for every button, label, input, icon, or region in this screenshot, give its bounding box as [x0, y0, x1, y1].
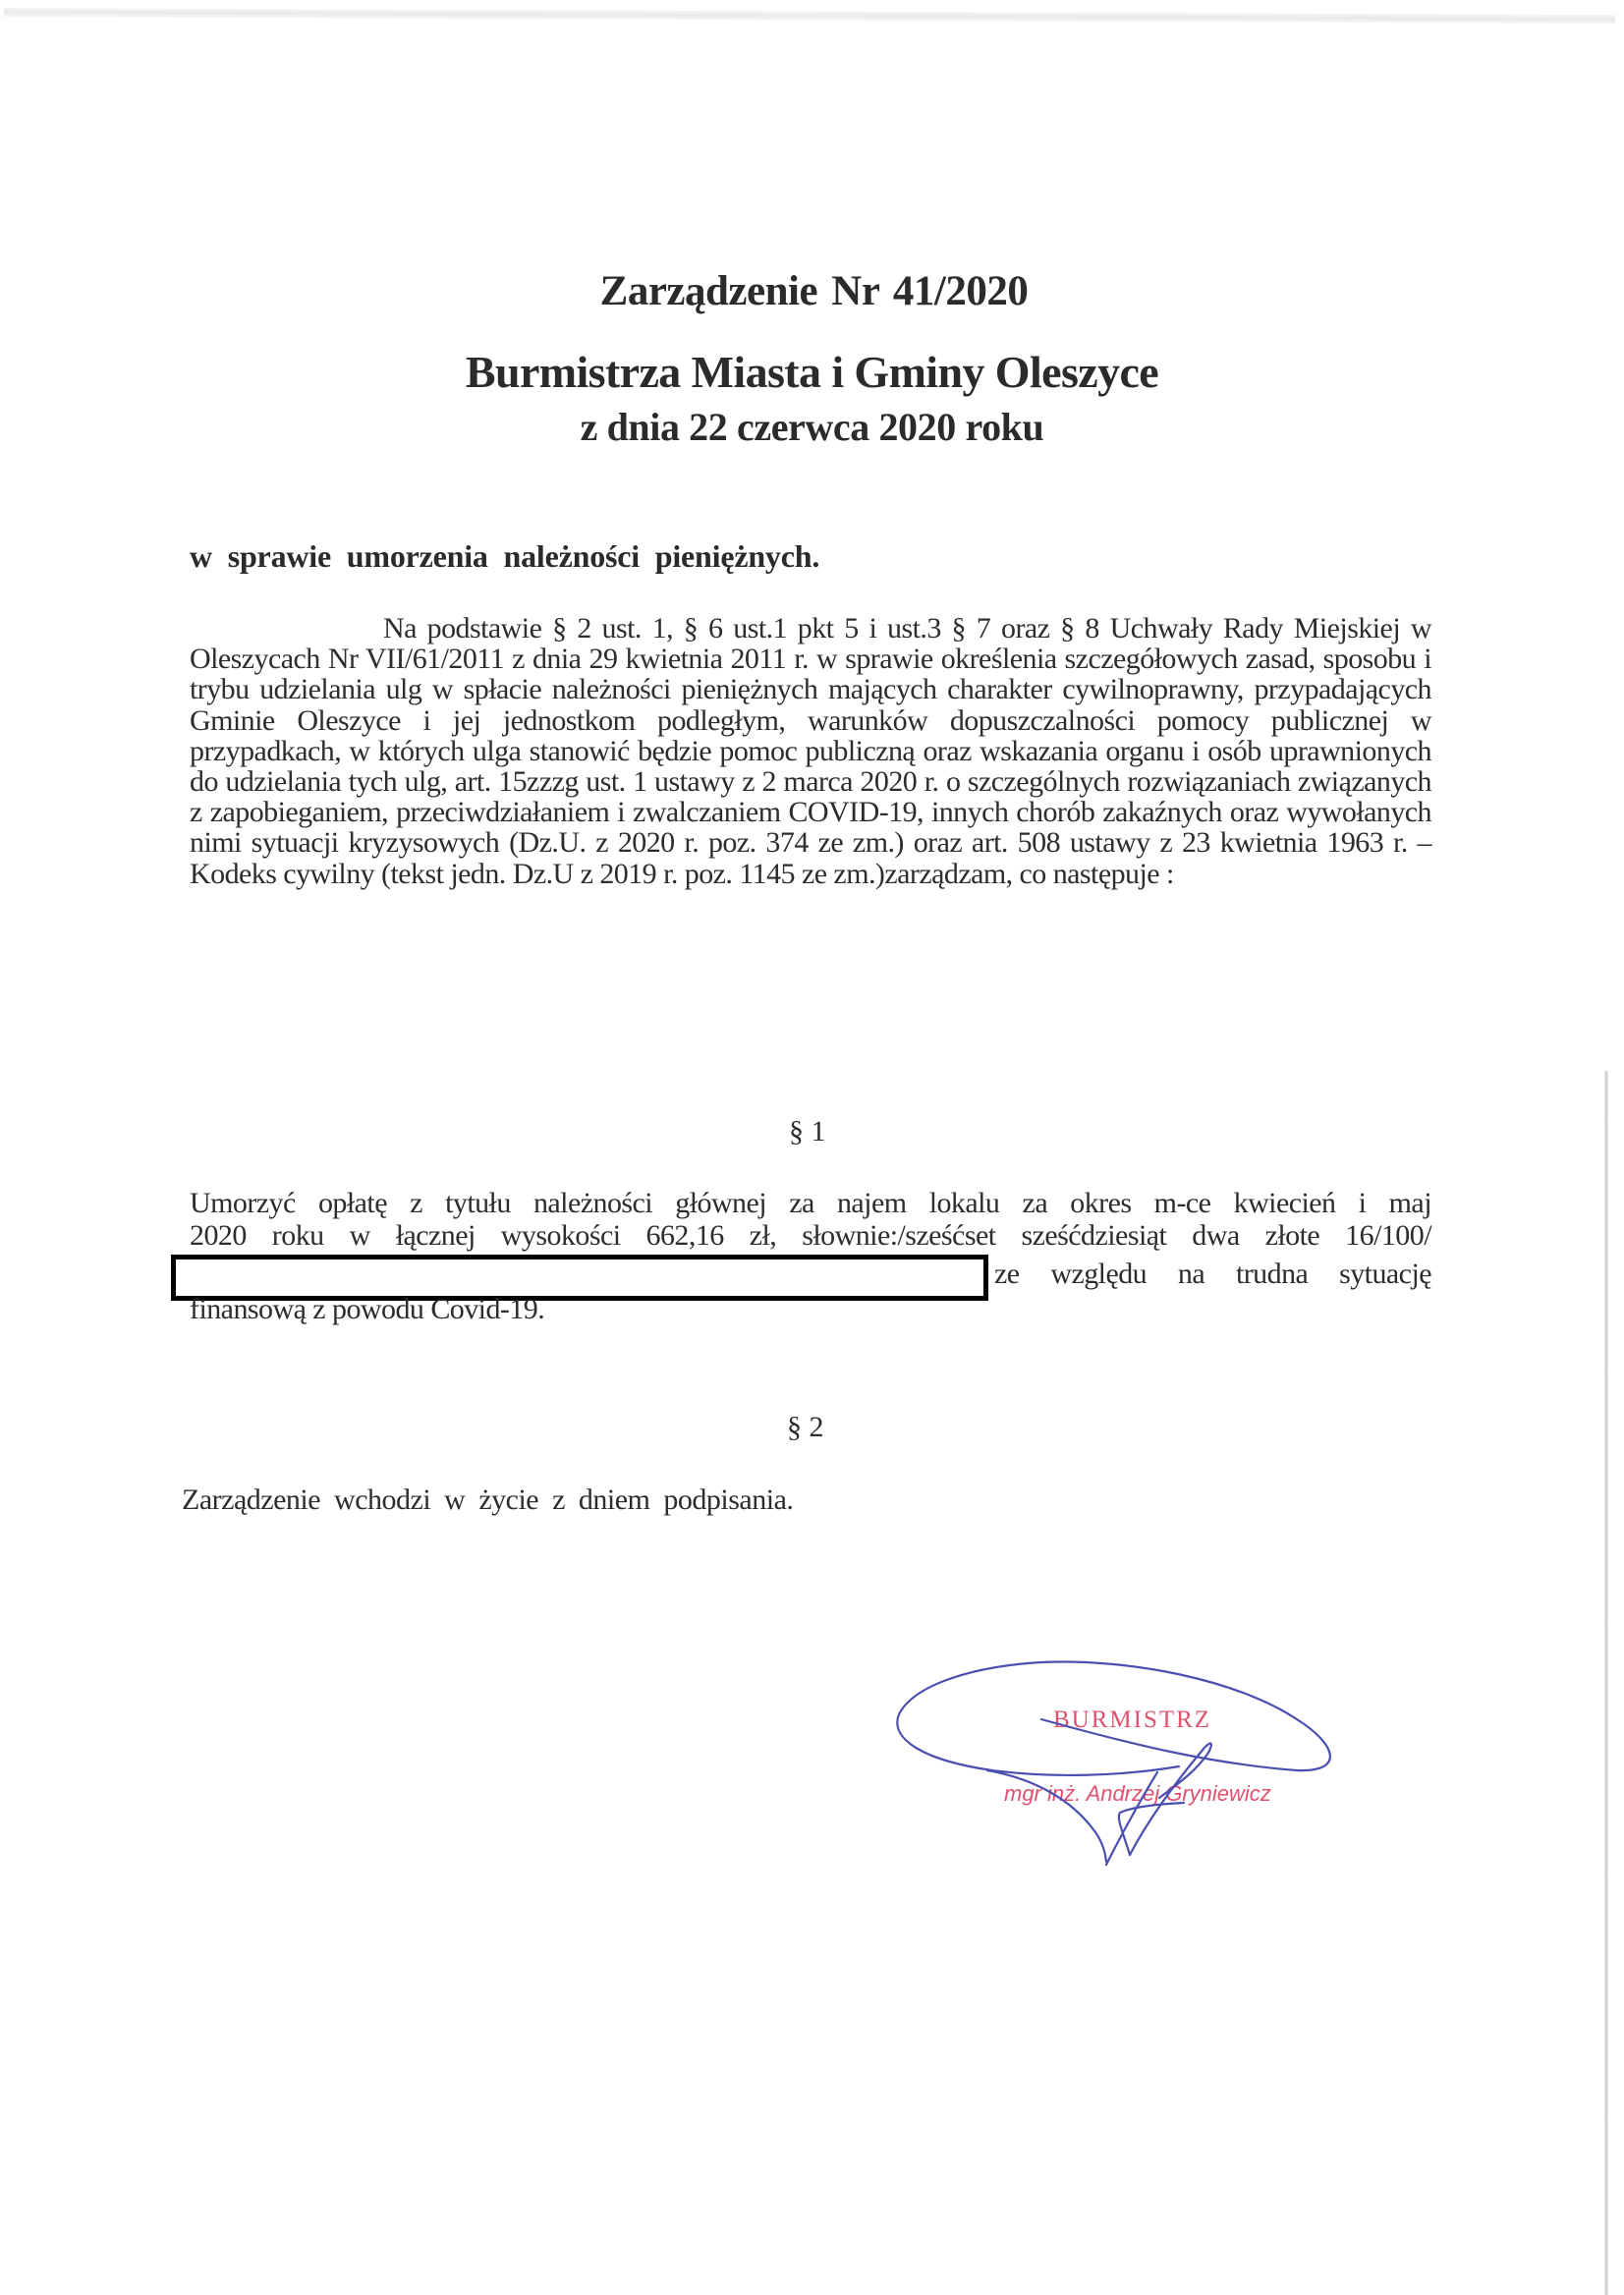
scan-artifact-right [1604, 1071, 1608, 2295]
section-1-mark: § 1 [789, 1115, 826, 1148]
section-1-line: Umorzyć opłatę z tytułu należności głównej za najem lokalu za okres m-ce kwiecień i maj [190, 1187, 1431, 1219]
scan-artifact-top [4, 8, 1615, 24]
section-2-mark: § 2 [787, 1411, 824, 1443]
signature-loop [897, 1662, 1330, 1775]
document-issuer: Burmistrza Miasta i Gminy Oleszyce [465, 347, 1159, 397]
section-1-line: finansową z powodu Covid-19. [190, 1293, 545, 1325]
stamp-name: mgr inż. Andrzej Gryniewicz [1004, 1781, 1271, 1806]
document-title: Zarządzenie Nr 41/2020 [599, 268, 1029, 314]
document-date: z dnia 22 czerwca 2020 roku [580, 405, 1044, 449]
section-1-line: 2020 roku w łącznej wysokości 662,16 zł, słownie:/sześćset sześćdziesiąt dwa złote 16/100/ [190, 1219, 1431, 1252]
document-subject: w sprawie umorzenia należności pieniężnych. [190, 538, 820, 574]
stamp-title: BURMISTRZ [1053, 1707, 1212, 1733]
section-2-text: Zarządzenie wchodzi w życie z dniem podpisania. [182, 1483, 794, 1516]
section-1-line: ze względu na trudna sytuację [994, 1258, 1431, 1290]
signature-stamp [884, 1651, 1375, 1906]
signature-swoosh [987, 1770, 1106, 1862]
legal-basis-paragraph: Na podstawie § 2 ust. 1, § 6 ust.1 pkt 5 i ust.3 § 7 oraz § 8 Uchwały Rady Miejskiej w Oleszycach Nr VII/61/2011 z dnia 29 kwietnia 2011 r. w sprawie określenia szczegółowych zasad, sposobu i trybu udzielania ulg w spłacie należności pieniężnych mających charakter cywilnoprawny, przypadających Gminie Oleszyce i jej jednostkom podległym, warunków dopuszczalności pomocy publicznej w przypadkach, w których ulga stanowić będzie pomoc publiczną oraz wskazania organu i osób uprawnionych do udzielania tych ulg, art. 15zzzg ust. 1 ustawy z 2 marca 2020 r. o szczególnych rozwiązaniach związanych z zapobieganiem, przeciwdziałaniem i zwalczaniem COVID-19, innych chorób zakaźnych oraz wywołanych nimi sytuacji kryzysowych (Dz.U. z 2020 r. poz. 374 ze zm.) oraz art. 508 ustawy z 23 kwietnia 1963 r. – Kodeks cywilny (tekst jedn. Dz.U z 2019 r. poz. 1145 ze zm.)zarządzam, co następuje : [190, 612, 1431, 890]
handwritten-signature [884, 1651, 1375, 1906]
signature-stroke-3 [1119, 1803, 1184, 1855]
